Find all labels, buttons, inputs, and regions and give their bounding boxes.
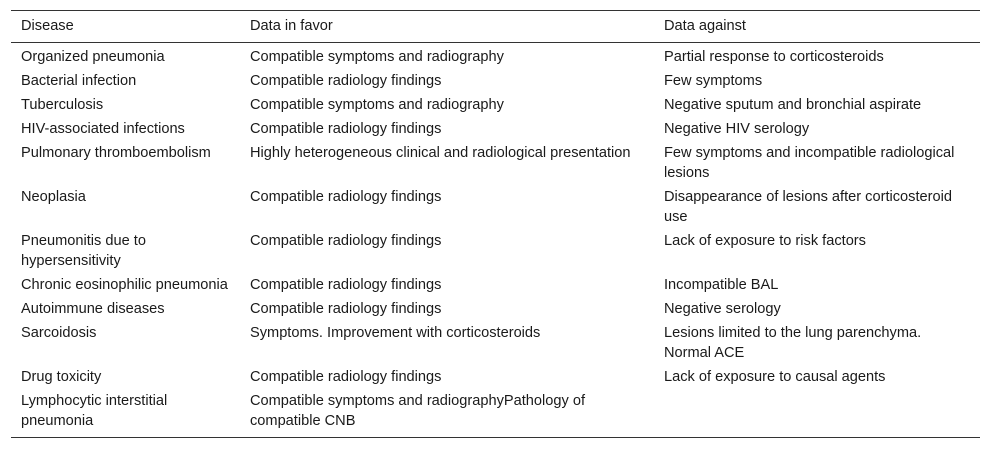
cell-disease: HIV-associated infections [21,121,185,137]
cell-disease: Autoimmune diseases [21,301,165,317]
table-row [11,299,980,323]
table-row [11,71,980,95]
cell-disease: Sarcoidosis [21,325,97,341]
cell-disease: Pulmonary thromboembolism [21,145,211,161]
column-header-data-in-favor: Data in favor [250,18,333,34]
cell-disease: Pneumonitis due to hypersensitivity [21,233,146,269]
cell-data-in-favor: Compatible radiology findings [250,301,442,317]
cell-data-in-favor: Compatible radiology findings [250,121,442,137]
cell-disease: Lymphocytic interstitial pneumonia [21,393,168,429]
cell-disease: Bacterial infection [21,73,137,89]
table-row [11,95,980,119]
cell-data-against: Few symptoms [664,73,763,89]
cell-data-in-favor: Compatible symptoms and radiography [250,49,504,65]
cell-data-against: Negative HIV serology [664,121,810,137]
cell-disease: Chronic eosinophilic pneumonia [21,277,228,293]
table-row [11,391,980,438]
table-row [11,143,980,187]
cell-data-against: Lack of exposure to causal agents [664,369,886,385]
differential-diagnosis-table [11,10,980,438]
cell-data-against: Negative serology [664,301,781,317]
cell-data-against: Lack of exposure to risk factors [664,233,866,249]
table-row [11,275,980,299]
column-header-disease: Disease [21,18,74,34]
cell-data-in-favor: Compatible radiology findings [250,277,442,293]
cell-data-in-favor: Symptoms. Improvement with corticosteroids [250,325,541,341]
cell-disease: Neoplasia [21,189,86,205]
cell-data-against: Lesions limited to the lung parenchyma. Normal ACE [664,325,922,361]
cell-data-against [654,391,980,438]
cell-data-in-favor: Compatible radiology findings [250,189,442,205]
table-row [11,367,980,391]
table-header [11,11,980,43]
table-body [11,43,980,438]
cell-disease: Drug toxicity [21,369,102,385]
cell-data-against: Partial response to corticosteroids [664,49,884,65]
cell-data-in-favor: Compatible radiology findings [250,369,442,385]
column-header-data-against: Data against [664,18,746,34]
cell-data-in-favor: Compatible symptoms and radiography [250,97,504,113]
cell-data-in-favor: Compatible radiology findings [250,233,442,249]
cell-data-in-favor: Highly heterogeneous clinical and radiological presentation [250,145,631,161]
table-row [11,119,980,143]
cell-data-in-favor: Compatible radiology findings [250,73,442,89]
table-row [11,187,980,231]
differential-diagnosis-table-container [11,10,980,438]
table-row [11,231,980,275]
table-row [11,323,980,367]
cell-data-in-favor: Compatible symptoms and radiographyPathology of compatible CNB [250,393,586,429]
cell-data-against: Disappearance of lesions after corticosteroid use [664,189,952,225]
cell-data-against: Few symptoms and incompatible radiological lesions [664,145,955,181]
cell-data-against: Negative sputum and bronchial aspirate [664,97,922,113]
cell-data-against: Incompatible BAL [664,277,779,293]
header-row [11,11,980,43]
cell-disease: Tuberculosis [21,97,104,113]
table-row [11,43,980,72]
cell-disease: Organized pneumonia [21,49,165,65]
